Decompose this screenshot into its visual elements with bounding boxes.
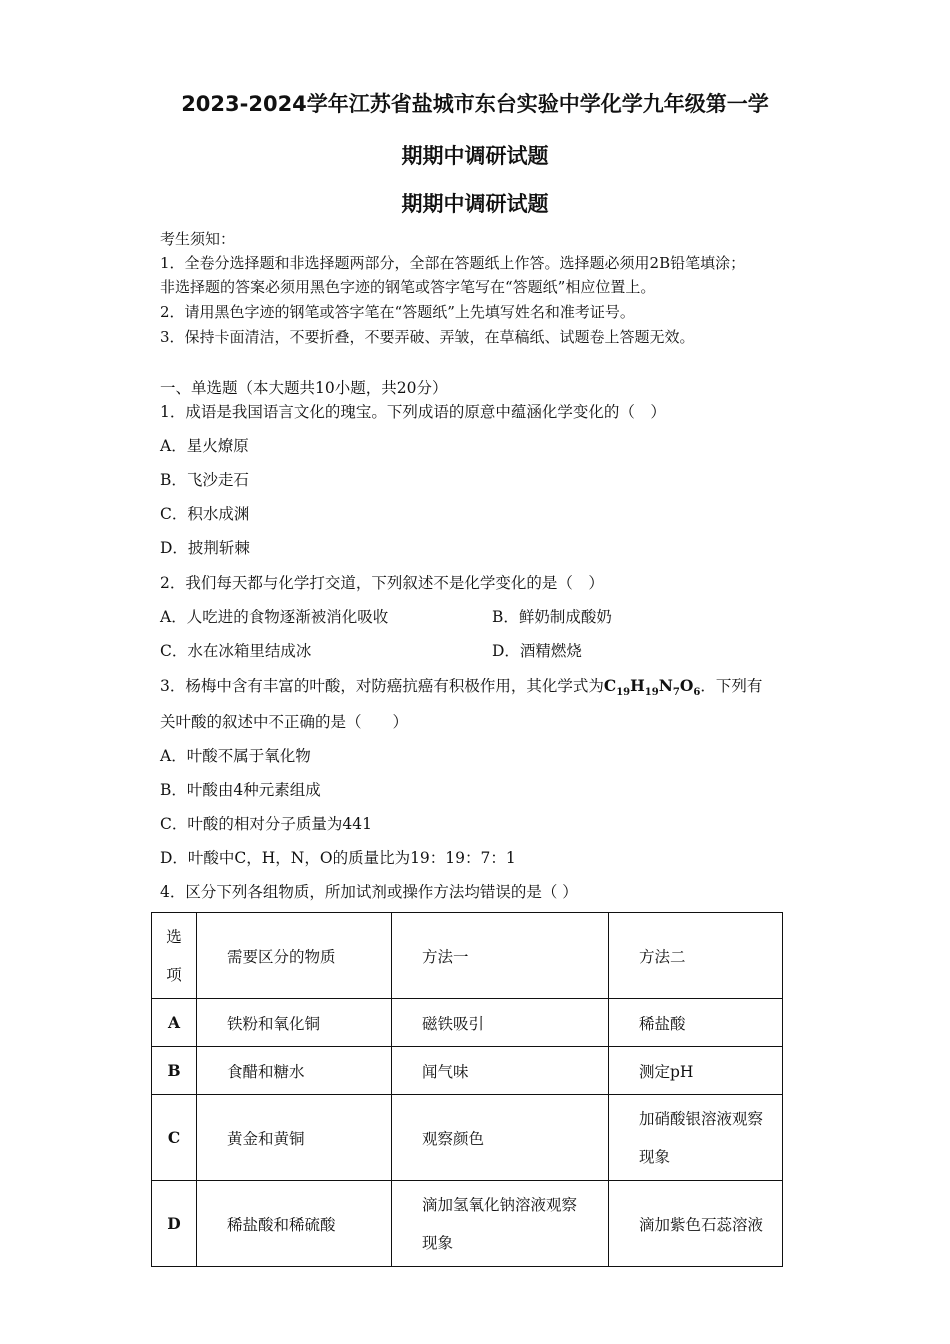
doc-title-line1: 2023-2024学年江苏省盐城市东台实验中学化学九年级第一学 [181, 92, 769, 116]
table-row [152, 999, 783, 1047]
q2-option-a: A．人吃进的食物逐渐被消化吸收 [160, 608, 389, 626]
row-method2: 测定pH [609, 1047, 783, 1095]
header-option [152, 913, 197, 999]
row-method2 [609, 1095, 783, 1181]
header-method2: 方法二 [609, 913, 783, 999]
table-row [152, 1095, 783, 1181]
row-method1 [392, 1181, 609, 1267]
q4-table [151, 912, 783, 1267]
q3-stem-line1 [160, 674, 762, 698]
row-option: D [152, 1181, 197, 1267]
row-method1: 闻气味 [392, 1047, 609, 1095]
row-method1: 磁铁吸引 [392, 999, 609, 1047]
header-option-line1: 选 [166, 927, 182, 946]
notice-item2: 2．请用黑色字迹的钢笔或答字笔在“答题纸”上先填写姓名和准考证号。 [160, 303, 635, 321]
q3-formula-o: O [679, 676, 694, 695]
q2-option-b: B．鲜奶制成酸奶 [492, 608, 612, 626]
row-method1-line1: 滴加氢氧化钠溶液观察 [422, 1195, 578, 1214]
q3-stem-b: ．下列有 [700, 677, 763, 695]
q3-option-a: A．叶酸不属于氧化物 [160, 747, 311, 765]
header-option-line2: 项 [166, 965, 182, 984]
q3-formula-h-n: 19 [644, 687, 659, 699]
row-method1: 观察颜色 [392, 1095, 609, 1181]
q3-option-c: C．叶酸的相对分子质量为441 [160, 815, 372, 833]
row-method2-line2: 现象 [639, 1147, 671, 1166]
notice-heading: 考生须知： [160, 230, 236, 248]
doc-title-line2: 期期中调研试题 [401, 144, 549, 168]
notice-item3: 3．保持卡面清洁，不要折叠，不要弄破、弄皱，在草稿纸、试题卷上答题无效。 [160, 328, 695, 346]
section1-heading: 一、单选题（本大题共10小题，共20分） [160, 379, 448, 397]
q1-option-b: B．飞沙走石 [160, 471, 249, 489]
q3-option-b: B．叶酸由4种元素组成 [160, 781, 321, 799]
row-substances: 食醋和糖水 [197, 1047, 392, 1095]
row-substances: 稀盐酸和稀硫酸 [197, 1181, 392, 1267]
row-option: B [152, 1047, 197, 1095]
q3-formula-c-n: 19 [616, 687, 631, 699]
row-method1-line2: 现象 [422, 1233, 454, 1252]
table-header-row [152, 913, 783, 999]
row-method2-line1: 加硝酸银溶液观察 [639, 1109, 764, 1128]
table-row [152, 1181, 783, 1267]
row-substances: 铁粉和氧化铜 [197, 999, 392, 1047]
row-method2: 稀盐酸 [609, 999, 783, 1047]
q3-formula [603, 676, 701, 699]
q1-option-c: C．积水成渊 [160, 505, 250, 523]
q3-formula-h: H [630, 676, 645, 695]
q4-stem: 4．区分下列各组物质，所加试剂或操作方法均错误的是（ ） [160, 883, 578, 901]
doc-title-line3: 期期中调研试题 [401, 192, 549, 216]
q3-stem-a: 3．杨梅中含有丰富的叶酸，对防癌抗癌有积极作用，其化学式为 [160, 677, 604, 695]
q2-option-c: C．水在冰箱里结成冰 [160, 642, 312, 660]
row-option: C [152, 1095, 197, 1181]
row-method2: 滴加紫色石蕊溶液 [609, 1181, 783, 1267]
row-substances: 黄金和黄铜 [197, 1095, 392, 1181]
q3-formula-n: N [658, 676, 673, 695]
notice-item1a: 1．全卷分选择题和非选择题两部分，全部在答题纸上作答。选择题必须用2B铅笔填涂； [160, 254, 746, 272]
q3-formula-n-n: 7 [672, 687, 680, 699]
q1-stem: 1．成语是我国语言文化的瑰宝。下列成语的原意中蕴涵化学变化的（ ） [160, 403, 666, 421]
q1-option-a: A．星火燎原 [160, 437, 249, 455]
table-row [152, 1047, 783, 1095]
q1-option-d: D．披荆斩棘 [160, 539, 250, 557]
q3-option-d: D．叶酸中C，H，N，O的质量比为19：19：7：1 [160, 849, 516, 867]
row-option: A [152, 999, 197, 1047]
q3-stem-line2: 关叶酸的叙述中不正确的是（ ） [160, 713, 409, 731]
q2-option-d: D．酒精燃烧 [492, 642, 582, 660]
q3-formula-o-n: 6 [693, 687, 701, 699]
notice-item1b: 非选择题的答案必须用黑色字迹的钢笔或答字笔写在“答题纸”相应位置上。 [160, 278, 656, 296]
q2-stem: 2．我们每天都与化学打交道，下列叙述不是化学变化的是（ ） [160, 574, 604, 592]
q3-formula-c: C [603, 676, 617, 695]
header-substances: 需要区分的物质 [197, 913, 392, 999]
header-method1: 方法一 [392, 913, 609, 999]
